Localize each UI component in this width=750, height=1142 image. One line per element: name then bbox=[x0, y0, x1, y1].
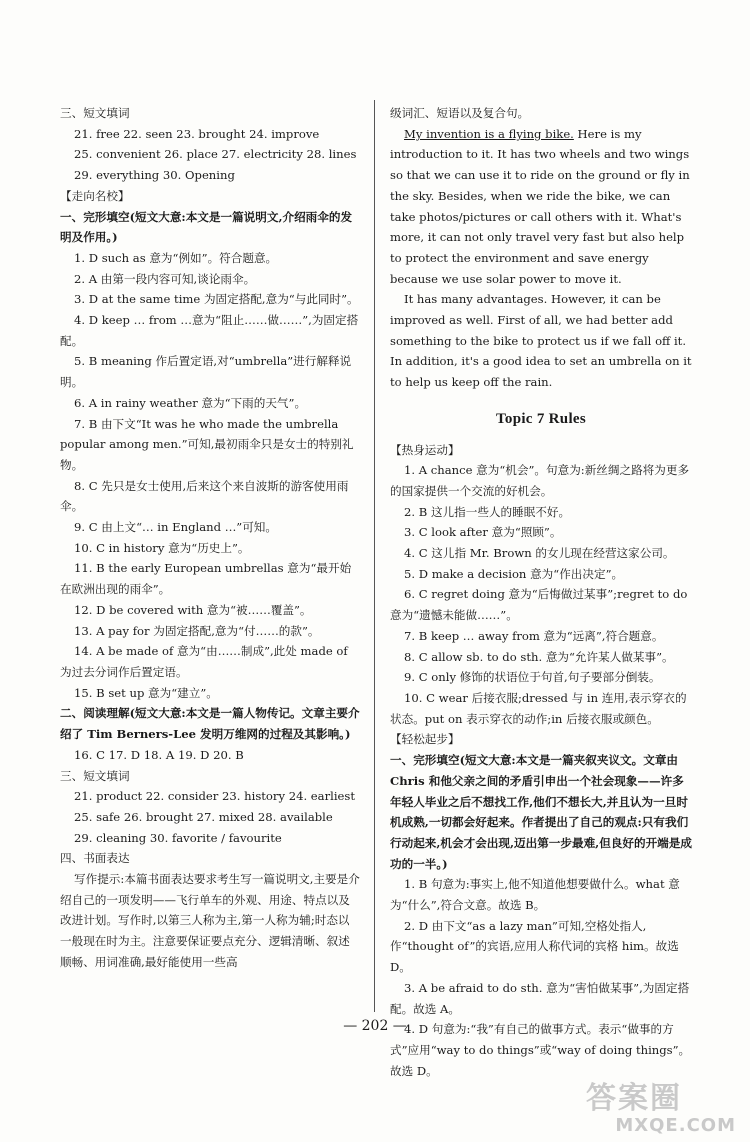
answer-line: 11. B the early European umbrellas 意为“最开始在欧洲出现的雨伞”。 bbox=[60, 561, 352, 597]
answer-line: 2. B 这儿指一些人的睡眠不好。 bbox=[404, 504, 571, 519]
answer-line: 二、阅读理解(短文大意:本文是一篇人物传记。文章主要介绍了 Tim Berners-Lee 发明万维网的过程及其影响。) bbox=[60, 706, 360, 742]
answer-line: 3. D at the same time 为固定搭配,意为“与此同时”。 bbox=[74, 292, 359, 307]
answer-line: 21. product 22. consider 23. history 24. earliest bbox=[74, 789, 356, 804]
answer-line: 10. C in history 意为“历史上”。 bbox=[74, 540, 250, 555]
answer-line: 21. free 22. seen 23. brought 24. improve bbox=[74, 126, 320, 141]
answer-line: 8. C 先只是女士使用,后来这个来自波斯的游客使用雨伞。 bbox=[60, 478, 349, 514]
answer-line: 6. C regret doing 意为“后悔做过某事”;regret to do 意为“遗憾未能做……”。 bbox=[390, 587, 688, 623]
answer-line: 9. C only 修饰的状语位于句首,句子要部分倒装。 bbox=[404, 670, 661, 685]
answer-line: 13. A pay for 为固定搭配,意为“付……的款”。 bbox=[74, 623, 320, 638]
watermark-logo bbox=[586, 1082, 736, 1136]
answer-line: 一、完形填空(短文大意:本文是一篇说明文,介绍雨伞的发明及作用。) bbox=[60, 209, 353, 245]
answer-line: 25. safe 26. brought 27. mixed 28. available bbox=[74, 809, 333, 824]
answer-line: It has many advantages. However, it can be improved as well. First of all, we had better add something to the bike to protect us if we fall off it. In addition, it's a good idea to set an umbrella on it to help us keep off the rain. bbox=[390, 292, 692, 390]
answer-line: 6. A in rainy weather 意为“下雨的天气”。 bbox=[74, 395, 307, 410]
answer-line: 【轻松起步】 bbox=[390, 732, 460, 747]
answer-line: 4. D keep … from …意为“阻止……做……”,为固定搭配。 bbox=[60, 313, 359, 348]
answer-line: 10. C wear 后接衣服;dressed 与 in 连用,表示穿衣的状态。put on 表示穿衣的动作;in 后接衣服或颜色。 bbox=[390, 690, 687, 726]
answer-line bbox=[390, 124, 692, 290]
answer-line: 5. B meaning 作后置定语,对“umbrella”进行解释说明。 bbox=[60, 354, 352, 390]
right-column bbox=[390, 103, 692, 1081]
page-number: — 202 — bbox=[343, 1018, 407, 1034]
answer-line: 16. C 17. D 18. A 19. D 20. B bbox=[74, 747, 244, 762]
answer-line: 29. cleaning 30. favorite / favourite bbox=[74, 830, 282, 845]
answer-line: 1. A chance 意为“机会”。句意为:新丝绸之路将为更多的国家提供一个交流的好机会。 bbox=[390, 463, 690, 498]
answer-line: 14. A be made of 意为“由……制成”,此处 made of 为过去分词作后置定语。 bbox=[60, 644, 348, 679]
watermark-url: MXQE.COM bbox=[615, 1115, 736, 1136]
underlined-topic-sentence: My invention is a flying bike. bbox=[404, 126, 574, 141]
answer-line: 4. C 这儿指 Mr. Brown 的女儿现在经营这家公司。 bbox=[404, 546, 675, 561]
answer-line: 15. B set up 意为“建立”。 bbox=[74, 685, 218, 700]
answer-line: 四、书面表达 bbox=[60, 851, 130, 866]
answer-line: 7. B keep … away from 意为“远离”,符合题意。 bbox=[404, 628, 664, 643]
answer-line: 级词汇、短语以及复合句。 bbox=[390, 106, 530, 120]
answer-line: 写作提示:本篇书面表达要求考生写一篇说明文,主要是介绍自己的一项发明——飞行单车的外观、用途、特点以及改进计划。写作时,以第三人称为主,第一人称为辅;时态以一般现在时为主。注意要保证要点充分、逻辑清晰、叙述顺畅、用词准确,最好能使用一些高 bbox=[60, 872, 360, 969]
column-divider bbox=[374, 100, 375, 1012]
answer-line: 8. C allow sb. to do sth. 意为“允许某人做某事”。 bbox=[404, 649, 674, 664]
paragraph-text: Here is my introduction to it. It has two wheels and two wings so that we can use it to ride on the ground or fly in the sky. Besides, when we ride the bike, we can take photos/pictures or call others with it. What's more, it can not only travel very fast but also help to protect the environment and save energy because we use solar power to move it. bbox=[390, 126, 690, 286]
answer-line: 25. convenient 26. place 27. electricity 28. lines bbox=[74, 147, 357, 162]
answer-line: 3. C look after 意为“照顾”。 bbox=[404, 525, 562, 540]
answer-line: 2. A 由第一段内容可知,谈论雨伞。 bbox=[74, 271, 256, 286]
answer-line: 三、短文填词 bbox=[60, 106, 130, 120]
answer-line: 2. D 由下文“as a lazy man”可知,空格处指人,作“thought of”的宾语,应用人称代词的宾格 him。故选 D。 bbox=[390, 918, 679, 975]
answer-line: 12. D be covered with 意为“被……覆盖”。 bbox=[74, 602, 312, 617]
answer-line: 9. C 由上文“… in England …”可知。 bbox=[74, 520, 277, 535]
topic-title: Topic 7 Rules bbox=[495, 410, 587, 427]
answer-line: 三、短文填词 bbox=[60, 768, 130, 783]
answer-line: 7. B 由下文“It was he who made the umbrella popular among men.”可知,最初雨伞只是女士的特别礼物。 bbox=[60, 416, 354, 472]
writing-sample bbox=[390, 103, 692, 393]
answer-line: 3. A be afraid to do sth. 意为“害怕做某事”,为固定搭配。故选 A。 bbox=[390, 980, 690, 1016]
watermark-text: 答案圈 bbox=[586, 1081, 682, 1116]
answer-line: 29. everything 30. Opening bbox=[74, 168, 235, 183]
answer-line: 1. D such as 意为“例如”。符合题意。 bbox=[74, 250, 278, 265]
answer-line: 一、完形填空(短文大意:本文是一篇夹叙夹议文。文章由 Chris 和他父亲之间的矛盾引申出一个社会现象——许多年轻人毕业之后不想找工作,他们不想长大,并且认为一旦时机成熟,一切都会好起来。作者提出了自己的观点:只有我们行动起来,机会才会出现,迈出第一步最难,但良好的开端是成功的一半。) bbox=[390, 753, 692, 871]
answer-line: 4. D 句意为:“我”有自己的做事方式。表示“做事的方式”应用“way to do things”或“way of doing things”。故选 D。 bbox=[390, 1022, 691, 1078]
answer-line: 5. D make a decision 意为“作出决定”。 bbox=[404, 566, 624, 581]
answer-line: 【走向名校】 bbox=[60, 188, 130, 203]
answer-line: 【热身运动】 bbox=[390, 442, 460, 457]
left-column bbox=[60, 103, 360, 973]
topic-answers bbox=[390, 440, 692, 1082]
answer-line: 1. B 句意为:事实上,他不知道他想要做什么。what 意为“什么”,符合文意。故选 B。 bbox=[390, 877, 680, 913]
